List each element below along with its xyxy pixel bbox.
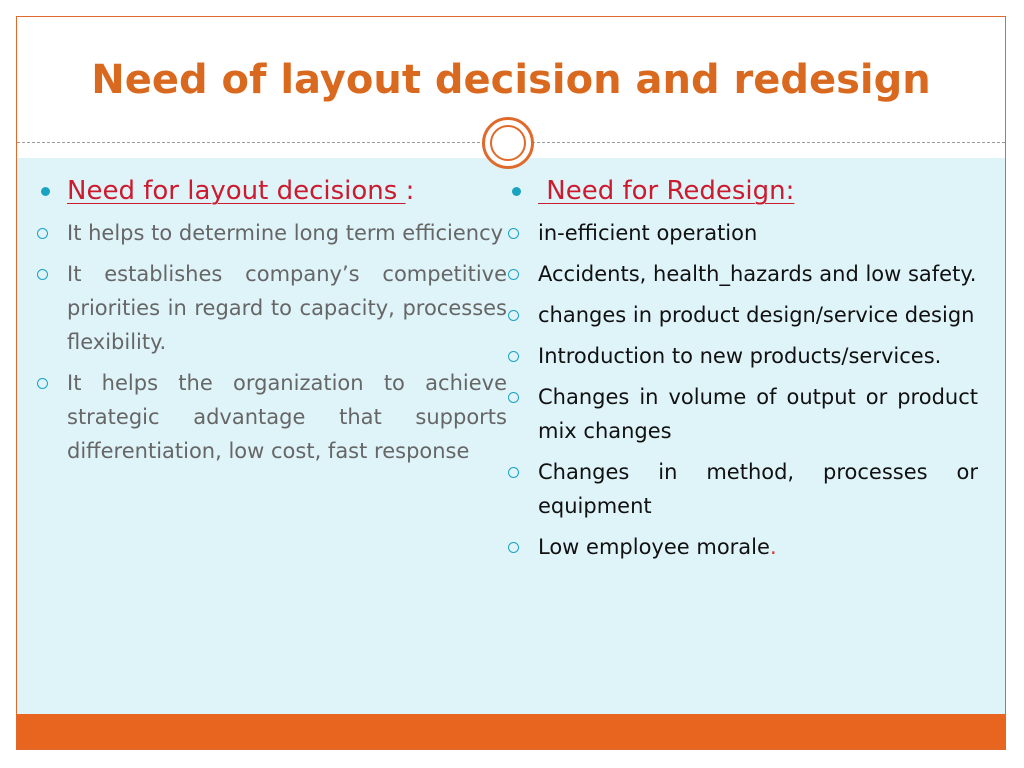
list-item-text: Accidents, health_hazards and low safety. — [538, 262, 977, 286]
list-item-text: It establishes company’s competitive priorities in regard to capacity, processes flexibility. — [67, 262, 507, 354]
hollow-bullet-icon — [508, 392, 519, 403]
hollow-bullet-icon — [508, 467, 519, 478]
left-list — [35, 216, 507, 468]
filled-bullet-icon — [41, 187, 50, 196]
list-item — [35, 216, 507, 250]
hollow-bullet-icon — [508, 269, 519, 280]
list-item-text: It helps to determine long term efficiency — [67, 221, 504, 245]
list-item — [506, 380, 978, 448]
content-area — [17, 158, 1005, 716]
right-heading — [506, 174, 978, 208]
list-item — [506, 455, 978, 523]
list-item-text: Changes in volume of output or product mix changes — [538, 385, 978, 443]
list-item-suffix: . — [769, 535, 777, 559]
left-heading-colon: : — [405, 176, 415, 206]
hollow-bullet-icon — [508, 351, 519, 362]
filled-bullet-icon — [512, 187, 521, 196]
slide-title: Need of layout decision and redesign — [91, 57, 931, 103]
hollow-bullet-icon — [508, 228, 519, 239]
list-item-text: Introduction to new products/services. — [538, 344, 942, 368]
left-heading — [35, 174, 507, 208]
ring-ornament-icon — [482, 117, 534, 169]
list-item — [506, 339, 978, 373]
list-item-text: Changes in method, processes or equipment — [538, 460, 978, 518]
list-item-text: changes in product design/service design — [538, 303, 975, 327]
left-column — [35, 174, 507, 475]
list-item-text: It helps the organization to achieve strategic advantage that supports differentiation, low cost, fast response — [67, 371, 507, 463]
footer-bar — [17, 714, 1005, 749]
list-item — [506, 216, 978, 250]
hollow-bullet-icon — [37, 228, 48, 239]
hollow-bullet-icon — [508, 542, 519, 553]
list-item — [506, 298, 978, 332]
list-item — [35, 257, 507, 359]
list-item — [506, 257, 978, 291]
slide — [16, 16, 1006, 750]
hollow-bullet-icon — [37, 378, 48, 389]
list-item — [506, 530, 978, 564]
right-column — [506, 174, 978, 571]
left-heading-text: Need for layout decisions — [67, 176, 406, 206]
hollow-bullet-icon — [37, 269, 48, 280]
list-item-text: Low employee morale — [538, 535, 770, 559]
list-item — [35, 366, 507, 468]
right-heading-text: Need for Redesign: — [546, 176, 795, 206]
list-item-text: in-efficient operation — [538, 221, 758, 245]
right-list — [506, 216, 978, 564]
hollow-bullet-icon — [508, 310, 519, 321]
